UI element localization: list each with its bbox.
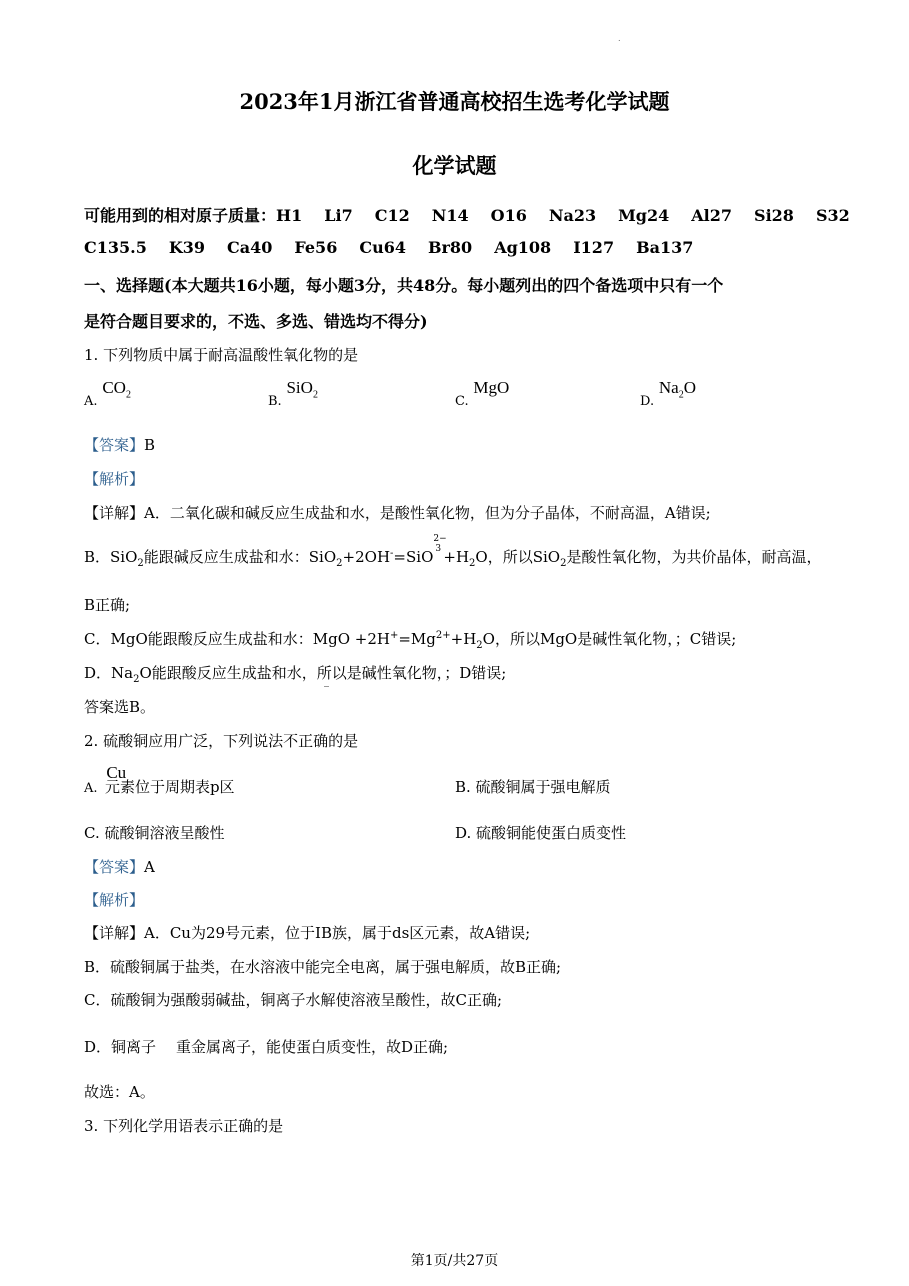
page-footer: 第1页/共27页 xyxy=(410,1253,499,1269)
atomic-mass-item: S32 xyxy=(815,206,850,225)
q1-conclusion: 答案选B。 xyxy=(84,698,156,716)
text: O能跟酸反应生成盐和水，所以是碱性氧化物，；D错误; xyxy=(139,664,507,682)
section-1-heading: 一、选择题(本大题共16小题，每小题3分，共48分。每小题列出的四个备选项中只有一个 xyxy=(84,276,724,295)
formula-sub: 2 xyxy=(678,389,684,401)
q1-detail-d: D．$Na_2O$能跟酸反应生成盐和水，所以是碱性氧化物，；D错误; xyxy=(84,664,507,685)
formula-main: CO xyxy=(102,378,126,397)
page-subtitle: 化学试题 xyxy=(412,153,497,178)
question-3-stem: 3. 下列化学用语表示正确的是 xyxy=(84,1117,284,1135)
answer-tag: 【答案】 xyxy=(84,436,145,454)
q2-conclusion: 故选：A。 xyxy=(84,1083,155,1101)
formula-main: SiO xyxy=(286,378,313,397)
option-label: A. xyxy=(84,781,98,796)
option-label: A. xyxy=(84,394,98,409)
q2-option-a xyxy=(84,762,257,796)
question-1-stem: 1. 下列物质中属于耐高温酸性氧化物的是 xyxy=(84,346,359,364)
q2-analysis-tag: 【解析】 xyxy=(84,891,145,909)
formula-sub: 2 xyxy=(312,389,318,401)
q1-answer xyxy=(84,434,155,455)
question-2-stem: 2. 硫酸铜应用广泛，下列说法不正确的是 xyxy=(84,732,359,750)
q1-option-b xyxy=(268,378,318,409)
charge: 2+ xyxy=(435,630,451,641)
stray-mark xyxy=(324,686,329,687)
formula-cu: Cu xyxy=(106,763,127,782)
q1-detail-c: C．MgO能跟酸反应生成盐和水：MgO $+2H^+=Mg^{2+}+H_2O$，所以MgO是碱性氧化物，；C错误; xyxy=(84,630,737,651)
q2-option-d: D. 硫酸铜能使蛋白质变性 xyxy=(455,824,627,842)
atomic-mass-item: Fe56 xyxy=(294,238,338,257)
atomic-mass-item: Ca40 xyxy=(227,238,273,257)
formula xyxy=(286,378,318,401)
atomic-mass-line-2 xyxy=(84,238,693,257)
text: +H xyxy=(450,630,477,648)
atomic-mass-item: N14 xyxy=(431,206,469,225)
atomic-mass-item: Mg24 xyxy=(618,206,670,225)
atomic-mass-item: Ag108 xyxy=(494,238,552,257)
formula xyxy=(102,378,131,401)
q1-option-d xyxy=(640,378,696,409)
text: D．Na xyxy=(84,664,134,682)
atomic-mass-item: Li7 xyxy=(324,206,353,225)
option-text: 元素位于周期表p区 xyxy=(104,778,235,796)
q2-detail-c: C．硫酸铜为强酸弱碱盐，铜离子水解使溶液呈酸性，故C正确; xyxy=(84,991,503,1009)
text: +2OH xyxy=(342,548,391,566)
option-label: B. xyxy=(268,394,282,409)
ion-charge-sub: 3 xyxy=(435,544,442,554)
q2-answer xyxy=(84,856,155,877)
formula xyxy=(658,378,696,401)
answer-value: A xyxy=(144,858,155,876)
q1-detail-b: B．SiO$_2$能跟碱反应生成盐和水：SiO$_2$+2OH-=SiO 2− 3 $+H_2O$，所以SiO$_2$是酸性氧化物，为共价晶体，耐高温， xyxy=(84,534,822,569)
atomic-mass-item: Al27 xyxy=(691,206,733,225)
atomic-mass-item: O16 xyxy=(490,206,527,225)
page-title: 2023年1月浙江省普通高校招生选考化学试题 xyxy=(239,89,670,114)
atomic-mass-item: Na23 xyxy=(548,206,597,225)
q1-analysis-tag: 【解析】 xyxy=(84,470,145,488)
q2-detail-d xyxy=(84,1036,448,1057)
q2-option-b: B. 硫酸铜属于强电解质 xyxy=(455,778,611,796)
text: O，所以MgO是碱性氧化物，；C错误; xyxy=(482,630,737,648)
q2-option-c: C. 硫酸铜溶液呈酸性 xyxy=(84,824,225,842)
atomic-mass-item: C135.5 xyxy=(84,238,147,257)
atomic-mass-item: Cu64 xyxy=(359,238,406,257)
atomic-mass-item: K39 xyxy=(168,238,206,257)
text: 重金属离子，能使蛋白质变性，故D正确; xyxy=(176,1038,449,1056)
text: C．MgO能跟酸反应生成盐和水：MgO +2H xyxy=(84,630,390,648)
q2-detail-a: 【详解】A．Cu为29号元素，位于IB族，属于ds区元素，故A错误; xyxy=(84,924,531,942)
text: 是酸性氧化物，为共价晶体，耐高温， xyxy=(566,548,822,566)
q1-detail-a: 【详解】A．二氧化碳和碱反应生成盐和水，是酸性氧化物，但为分子晶体，不耐高温，A错误; xyxy=(84,504,711,522)
formula-main: O xyxy=(683,378,696,397)
answer-value: B xyxy=(144,436,156,454)
formula: MgO xyxy=(473,378,510,397)
atomic-mass-item: I127 xyxy=(573,238,615,257)
option-label: D. xyxy=(640,394,655,409)
atomic-mass-item: C12 xyxy=(374,206,410,225)
section-1-heading-cont: 是符合题目要求的，不选、多选、错选均不得分) xyxy=(84,312,428,331)
answer-tag: 【答案】 xyxy=(84,858,145,876)
atomic-mass-item: Ba137 xyxy=(636,238,694,257)
q1-option-a xyxy=(84,378,131,409)
text: B．SiO xyxy=(84,548,138,566)
text: 能跟碱反应生成盐和水：SiO xyxy=(143,548,337,566)
atomic-mass-item: Br80 xyxy=(427,238,473,257)
text: +H xyxy=(443,548,470,566)
atomic-mass-item: Si28 xyxy=(754,206,794,225)
text: =Mg xyxy=(398,630,436,648)
q1-option-c xyxy=(455,378,510,409)
text: D．铜离子 xyxy=(84,1038,157,1056)
formula-sub: 2 xyxy=(125,389,131,401)
header-dot: . xyxy=(618,34,621,43)
q2-detail-b: B．硫酸铜属于盐类，在水溶液中能完全电离，属于强电解质，故B正确; xyxy=(84,958,562,976)
formula-main: Na xyxy=(658,378,679,397)
text: O，所以SiO xyxy=(475,548,561,566)
ion-charge-sup: 2− xyxy=(433,534,447,544)
q1-detail-b-cont: B正确; xyxy=(84,596,131,614)
atomic-mass-item: 可能用到的相对原子质量：H1 xyxy=(84,206,303,225)
ion-charge xyxy=(433,534,447,562)
option-label: C. xyxy=(455,394,469,409)
atomic-mass-line-1 xyxy=(84,203,850,226)
text: =SiO xyxy=(393,548,434,566)
